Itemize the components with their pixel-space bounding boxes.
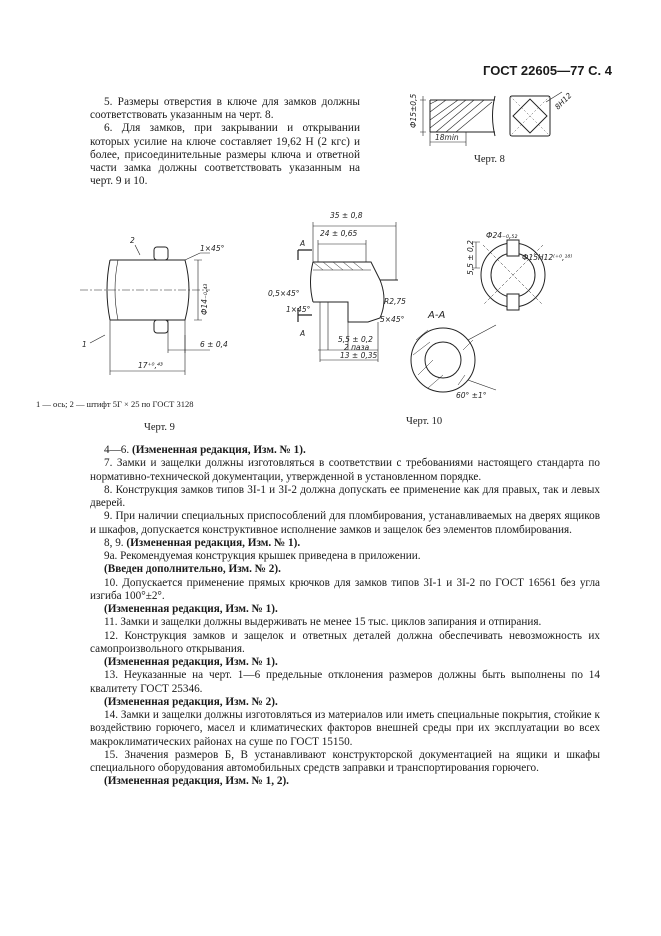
figure-8-drawing <box>400 90 610 170</box>
body-text <box>90 444 600 789</box>
figure-9-caption: Черт. 9 <box>144 422 175 433</box>
dim-slots: 2 паза <box>344 343 370 352</box>
paragraph: (Измененная редакция, Изм. № 1). <box>104 656 278 668</box>
figure-10-caption: Черт. 10 <box>406 416 443 427</box>
dim-chamfer-1: 1×45° <box>286 305 311 314</box>
figure-9-drawing <box>60 225 290 385</box>
paragraph: 14. Замки и защелки должны изготовляться из материалов или иметь специальные покрытия, стойкие к воздействию горючего, масел и климатических факторов внешней среды при их эксплуатации во всех макроклиматических районах на суше по ГОСТ 15150. <box>90 709 600 748</box>
dim-diameter-24: Ф24₋₀,₅₂ <box>486 231 518 240</box>
paragraph: (Введен дополнительно, Изм. № 2). <box>104 563 281 576</box>
dim-24: 24 ± 0,65 <box>320 229 358 238</box>
dim-radius: R2,75 <box>384 297 406 306</box>
paragraph: 8, 9. (Измененная редакция, Изм. № 1). <box>104 536 301 549</box>
paragraph: 10. Допускается применение прямых крючков для замков типов 3I-1 и 3I-2 по ГОСТ 16561 без угла изгиба 100°±2°. <box>90 576 600 602</box>
section-label: А-А <box>428 310 446 321</box>
figure-9-legend: 1 — ось; 2 — штифт 5Г × 25 по ГОСТ 3128 <box>36 399 194 409</box>
figure-9 <box>36 225 290 440</box>
dim-length-17: 17⁺⁰,⁴³ <box>138 361 163 370</box>
paragraph: (Измененная редакция, Изм. № 1, 2). <box>104 775 289 788</box>
page-header: ГОСТ 22605—77 С. 4 <box>483 63 612 78</box>
figure-10 <box>268 200 598 430</box>
label-2: 2 <box>130 236 135 245</box>
dim-angle: 60° ±1° <box>456 391 487 400</box>
paragraph: 6. Для замков, при закрывании и открывании которых усилие на ключе составляет 19,62 Н (2 кгс) и более, присоединительные размеры ключа и ответной части замка должны соответствовать указанным на черт. 9 и 10. <box>90 122 360 188</box>
paragraph: 15. Значения размеров Б, В устанавливают конструкторской документацией на ящики и шкафы специального оборудования автомобильных средств заправки и транспортирования горючего. <box>90 748 600 774</box>
paragraph: 9. При наличии специальных приспособлений для пломбирования, устанавливаемых на дверях ящиков и шкафов, допускается конструктивное исполнение замков и защелок без элементов пломбирования. <box>90 510 600 536</box>
intro-text <box>90 96 360 188</box>
dim-chamfer: 1×45° <box>200 244 225 253</box>
dim-diameter: Ф15±0,5 <box>409 93 418 128</box>
paragraph: (Измененная редакция, Изм. № 2). <box>104 695 278 708</box>
paragraph: 12. Конструкция замков и защелок и ответных деталей должна обеспечивать невозможность их самопроизвольного открывания. <box>90 629 600 655</box>
dim-35: 35 ± 0,8 <box>330 211 363 220</box>
figure-8-caption: Черт. 8 <box>474 154 505 165</box>
dim-square: 8H12 <box>553 90 574 112</box>
label-1: 1 <box>82 340 87 349</box>
figure-10-drawing <box>268 200 598 400</box>
dim-5-5: 5,5 ± 0,2 <box>338 335 373 344</box>
paragraph: 13. Неуказанные на черт. 1—6 предельные отклонения размеров должны быть выполнены по 14 квалитету ГОСТ 25346. <box>90 669 600 695</box>
paragraph: 11. Замки и защелки должны выдерживать не менее 15 тыс. циклов запирания и отпирания. <box>104 616 542 629</box>
section-mark-top: А <box>300 239 306 248</box>
dim-length-6: 6 ± 0,4 <box>200 340 228 349</box>
dim-length: 18min <box>435 133 459 142</box>
dim-diameter-15: Ф15H12⁽⁺⁰,¹⁸⁾ <box>522 253 573 262</box>
paragraph: 4—6. (Измененная редакция, Изм. № 1). <box>104 444 306 456</box>
paragraph: 8. Конструкция замков типов 3I-1 и 3I-2 должна допускать ее применение как для правых, так и левых дверей. <box>90 483 600 509</box>
paragraph: (Измененная редакция, Изм. № 1). <box>104 603 278 615</box>
section-mark-bottom: А <box>300 329 306 338</box>
dim-diameter: Ф14₋₀,₄₃ <box>200 283 209 315</box>
paragraph: 7. Замки и защелки должны изготовляться в соответствии с требованиями настоящего стандарта по нормативно-технической документации, утвержденной в установленном порядке. <box>90 457 600 483</box>
dim-5-5-vertical: 5,5 ± 0,2 <box>466 240 475 275</box>
paragraph: 9а. Рекомендуемая конструкция крышек приведена в приложении. <box>104 550 421 562</box>
figure-8 <box>400 90 610 170</box>
dim-chamfer-5: 5×45° <box>380 315 405 324</box>
dim-13: 13 ± 0,35 <box>340 351 378 360</box>
paragraph: 5. Размеры отверстия в ключе для замков должны соответствовать указанным на черт. 8. <box>90 96 360 122</box>
dim-chamfer-05: 0,5×45° <box>268 289 300 298</box>
